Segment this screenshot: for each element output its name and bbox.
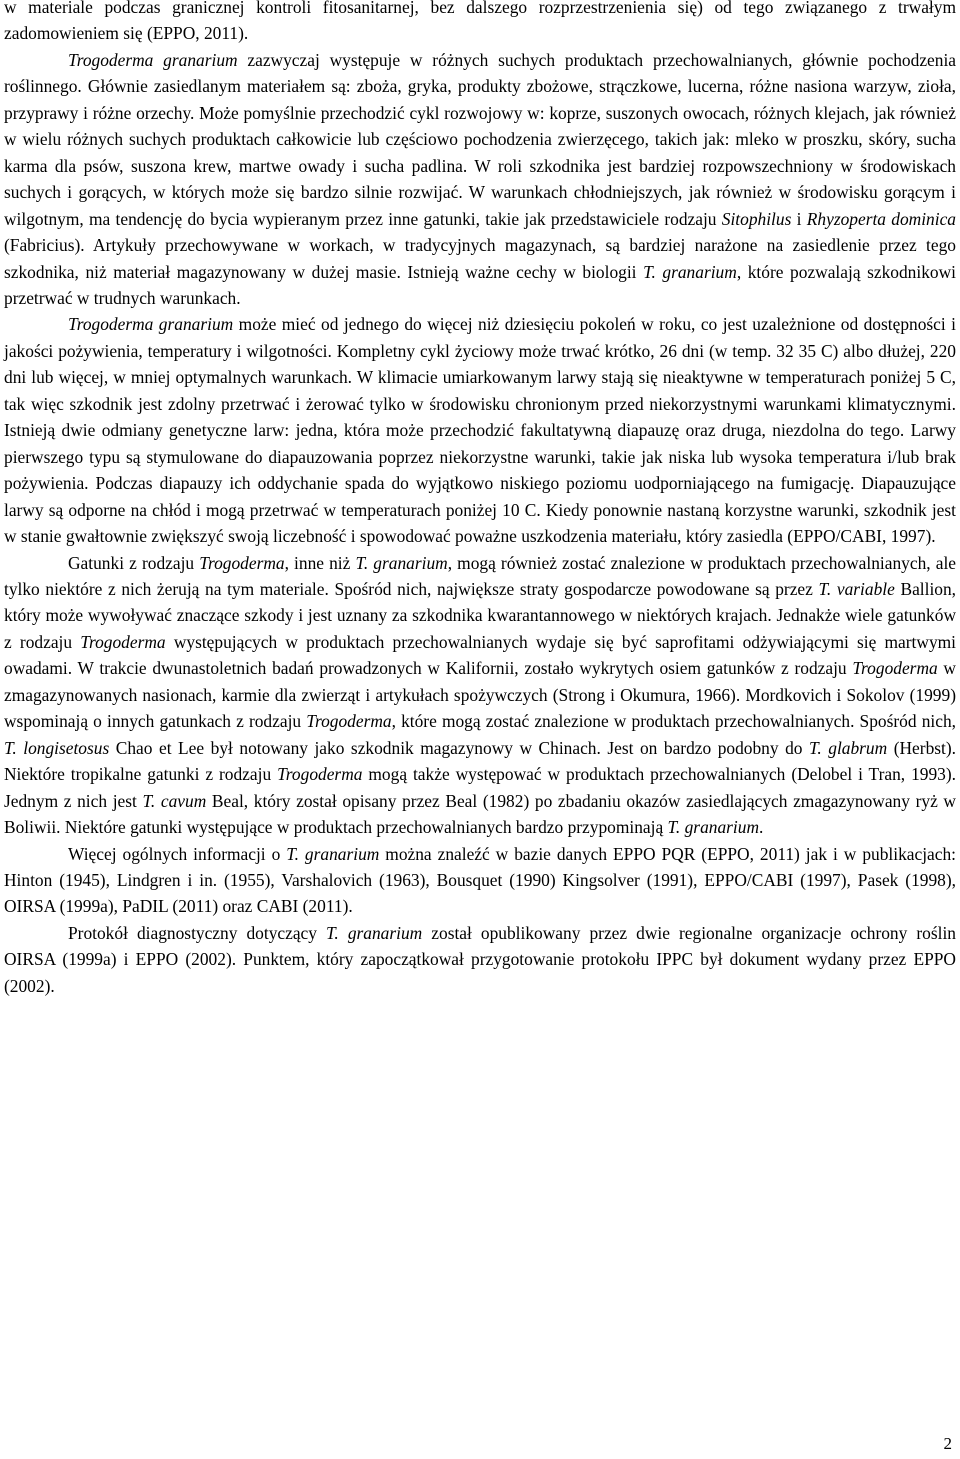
paragraph-5 (4, 920, 956, 999)
italic-text: T. granarium (355, 552, 448, 573)
italic-text: Trogoderma (277, 764, 363, 785)
paragraph-2 (4, 311, 956, 549)
text-run: w zmagazynowanych nasionach, karmie dla zwierząt i artykułach spożywczych (Strong i Okumura, 1966). Mordkovich i Sokolov (1999) wspominają o innych gatunkach z rodzaju (4, 658, 956, 732)
text-run: w materiale podczas granicznej kontroli fitosanitarnej, bez dalszego rozprzestrzenienia się) od tego związanego z trwałym zadomowieniem się (EPPO, 2011). (4, 0, 956, 44)
paragraph-3 (4, 550, 956, 841)
italic-text: T. longisetosus (4, 737, 110, 758)
italic-text: T. granarium (286, 843, 380, 864)
document-page (4, 0, 956, 999)
text-run: , które mogą zostać znalezione w produktach przechowalnianych. Spośród nich, (391, 711, 956, 732)
italic-text: T. variable (818, 578, 895, 599)
italic-text: T. cavum (142, 790, 207, 811)
italic-text: T. granarium (326, 922, 423, 943)
text-run: , inne niż (284, 552, 356, 573)
italic-text: Trogoderma (80, 631, 166, 652)
italic-text: Trogoderma granarium (68, 314, 234, 335)
italic-text: T. granarium (667, 817, 760, 838)
text-run: Protokół diagnostyczny dotyczący (68, 922, 327, 943)
paragraph-1 (4, 47, 956, 312)
text-run: . (759, 817, 764, 838)
page-number: 2 (943, 1434, 952, 1453)
text-run: Gatunki z rodzaju (68, 552, 200, 573)
text-run: mogą także występować w produktach przechowalnianych (Delobel i Tran, 1993). Jednym z nich jest (4, 764, 956, 811)
text-run: Beal, który został opisany przez Beal (1982) po zbadaniu okazów zasiedlających zmagazynowany ryż w Boliwii. Niektóre gatunki występujące w produktach przechowalnianych bardzo przypominają (4, 790, 956, 838)
text-run: Więcej ogólnych informacji o (68, 843, 287, 864)
text-run: (Herbst). Niektóre tropikalne gatunki z rodzaju (4, 737, 956, 785)
italic-text: Trogoderma (199, 552, 285, 573)
text-run: Ballion, który może wywoływać znaczące szkody i jest uznany za szkodnika kwarantannowego w niektórych krajach. Jednakże wiele gatunków z rodzaju (4, 578, 957, 652)
italic-text: Rhyzoperta dominica (806, 208, 957, 229)
italic-text: Trogoderma (306, 711, 392, 732)
italic-text: Trogoderma granarium (68, 49, 238, 70)
italic-text: T. granarium (643, 261, 737, 282)
italic-text: T. glabrum (809, 737, 888, 758)
text-run: , które pozwalają szkodnikowi przetrwać w trudnych warunkach. (4, 261, 956, 308)
italic-text: Sitophilus (721, 208, 792, 229)
paragraph-4 (4, 841, 956, 920)
text-run: może mieć od jednego do więcej niż dziesięciu pokoleń w roku, co jest uzależnione od dostępności i jakości pożywienia, temperatury i wilgotności. Kompletny cykl życiowy może trwać krótko, 26 dni (w temp. 32 35 C) albo dłużej, 220 dni lub więcej, w mniej optymalnych warunkach. W klimacie umiarkowanym larwy stają się nieaktywne w temperaturach poniżej 5 C, tak więc szkodnik jest zdolny przetrwać i żerować tylko w środowisku chronionym przed niekorzystnymi warunkami klimatycznymi. Istnieją dwie odmiany genetyczne larw: jedna, która może przechodzić fakultatywną diapauzę oraz druga, niezdolna do tego. Larwy pierwszego typu są stymulowane do diapauzowania poprzez niekorzystne warunki, takie jak niska lub wysoka temperatura i/lub brak pożywienia. Podczas diapauzy ich oddychanie spada do wyjątkowo niskiego poziomu uodporniającego na fumigację. Diapauzujące larwy są odporne na chłód i mogą przetrwać w temperaturach poniżej 10 C. Kiedy ponownie nastaną korzystne warunki, szkodnik jest w stanie gwałtownie zwiększyć swoją liczebność i spowodować poważne uszkodzenia materiału, który zasiedla (EPPO/CABI, 1997). (4, 314, 957, 547)
text-run: zazwyczaj występuje w różnych suchych produktach przechowalnianych, głównie pochodzenia roślinnego. Głównie zasiedlanym materiałem są: zboża, gryka, produkty zbożowe, strączkowe, lucerna, różne nasiona warzyw, zioła, przyprawy i różne orzechy. Może pomyślnie przechodzić cykl rozwojowy w: koprze, suszonych owocach, różnych klejach, jak również w wielu różnych suchych produktach całkowicie lub częściowo pochodzenia zwierzęcego, takich jak: mleko w proszku, skóry, sucha karma dla psów, suszona krew, martwe owady i sucha padlina. W roli szkodnika jest bardziej rozpowszechniony w środowiskach suchych i gorących, w których może się bardzo silnie rozwijać. W warunkach chłodniejszych, jak również w środowisku gorącym i wilgotnym, ma tendencję do bycia wypieranym przez inne gatunki, takie jak przedstawiciele rodzaju (4, 49, 957, 229)
paragraph-0 (4, 0, 956, 47)
text-run: można znaleźć w bazie danych EPPO PQR (EPPO, 2011) jak i w publikacjach: Hinton (1945), Lindgren i in. (1955), Varshalovich (1963), Bousquet (1990) Kingsolver (1991), EPPO/CABI (1997), Pasek (1998), OIRSA (1999a), PaDIL (2011) oraz CABI (2011). (4, 843, 957, 917)
text-run: występujących w produktach przechowalnianych wydaje się być saprofitami odżywiającymi się martwymi owadami. W trakcie dwunastoletnich badań prowadzonych w Kalifornii, zostało wykrytych osiem gatunków z rodzaju (4, 631, 956, 679)
text-run: Chao et Lee był notowany jako szkodnik magazynowy w Chinach. Jest on bardzo podobny do (109, 737, 809, 758)
text-run: i (791, 208, 807, 229)
italic-text: Trogoderma (852, 658, 938, 679)
text-run: , mogą również zostać znalezione w produktach przechowalnianych, ale tylko niektóre z nich żerują na tym materiale. Spośród nich, największe straty gospodarcze powodowane są przez (4, 552, 957, 599)
text-run: został opublikowany przez dwie regionalne organizacje ochrony roślin OIRSA (1999a) i EPPO (2002). Punktem, który zapoczątkował przygotowanie protokołu IPPC był dokument wydany przez EPPO (2002). (4, 922, 956, 996)
text-run: (Fabricius). Artykuły przechowywane w workach, w tradycyjnych magazynach, są bardziej narażone na zasiedlenie przez tego szkodnika, niż materiał magazynowany w dużej masie. Istnieją ważne cechy w biologii (4, 235, 956, 282)
